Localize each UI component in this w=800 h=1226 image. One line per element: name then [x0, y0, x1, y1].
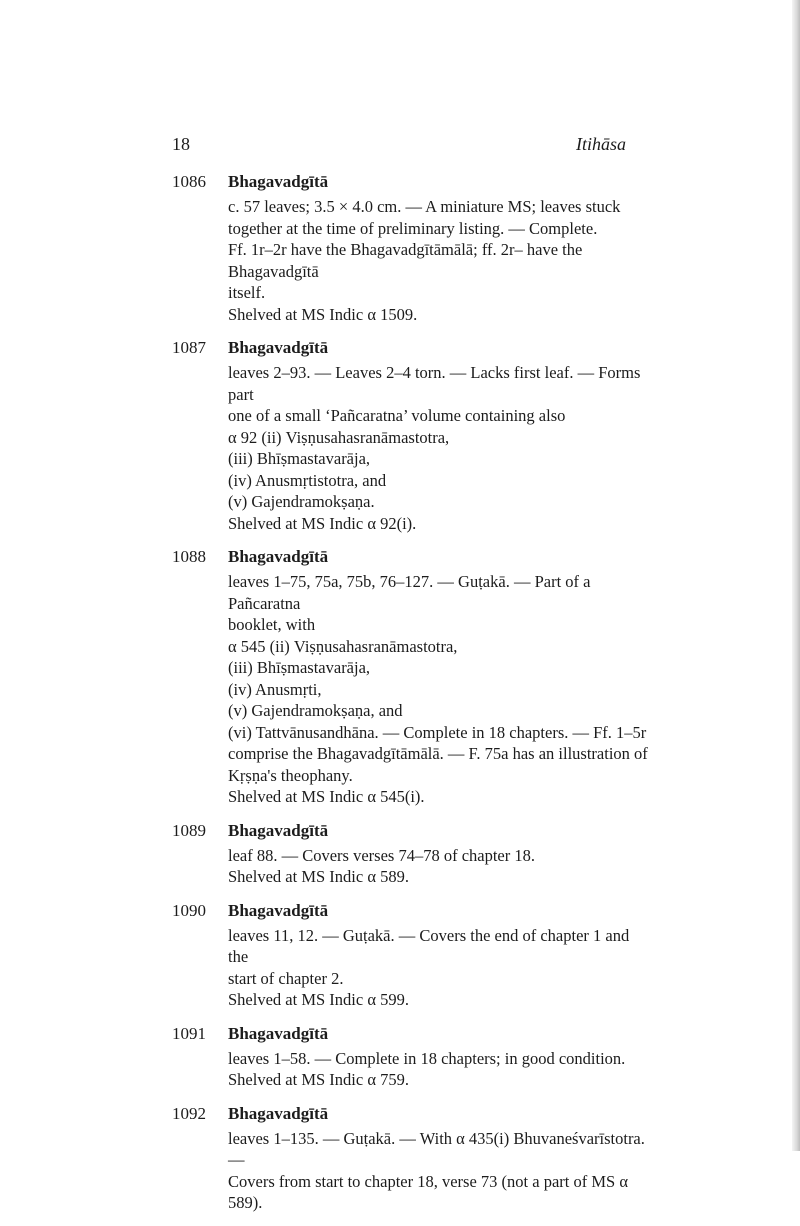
entry-number: 1089 — [172, 820, 206, 840]
entry-shelfmark: Shelved at MS Indic α 92(i). — [228, 513, 417, 533]
entry-title: Bhagavadgītā — [228, 900, 329, 920]
entry-number: 1088 — [172, 547, 206, 566]
entry-line: leaves 2–93. — Leaves 2–4 torn. — Lacks first leaf. — Forms part — [228, 363, 641, 404]
entry-title: Bhagavadgītā — [228, 172, 329, 191]
catalogue-entry — [172, 546, 652, 808]
entry-shelfmark: Shelved at MS Indic α 759. — [228, 1070, 409, 1089]
catalogue-entry — [172, 1103, 652, 1214]
entry-shelfmark: Shelved at MS Indic α 589. — [228, 867, 409, 886]
entry-line: (vi) Tattvānusandhāna. — Complete in 18 chapters. — Ff. 1–5r — [228, 722, 647, 742]
entry-line: Ff. 1r–2r have the Bhagavadgītāmālā; ff. 2r– have the Bhagavadgītā — [228, 240, 583, 281]
entry-title: Bhagavadgītā — [228, 1023, 329, 1043]
catalogue-entry — [172, 1023, 652, 1091]
entry-line: (v) Gajendramokṣaṇa. — [228, 492, 375, 511]
page-number: 18 — [172, 134, 190, 154]
entry-number: 1087 — [172, 338, 206, 357]
catalogue-entries — [172, 171, 652, 1226]
entry-line: Kṛṣṇa's theophany. — [228, 765, 353, 785]
entry-line: Covers from start to chapter 18, verse 73 (not a part of MS α 589). — [228, 1171, 628, 1212]
entry-line: (iv) Anusmṛtistotra, and — [228, 470, 387, 490]
entry-line: together at the time of preliminary listing. — Complete. — [228, 218, 598, 238]
catalogue-entry — [172, 171, 652, 325]
entry-shelfmark: Shelved at MS Indic α 599. — [228, 990, 409, 1009]
entry-line: leaf 88. — Covers verses 74–78 of chapter 18. — [228, 845, 535, 865]
entry-title: Bhagavadgītā — [228, 338, 329, 357]
entry-line: α 92 (ii) Viṣṇusahasranāmastotra, — [228, 427, 450, 447]
entry-shelfmark: Shelved at MS Indic α 545(i). — [228, 787, 425, 806]
entry-line: (iii) Bhīṣmastavarāja, — [228, 449, 371, 468]
entry-title: Bhagavadgītā — [228, 547, 329, 566]
entry-line: leaves 1–58. — Complete in 18 chapters; in good condition. — [228, 1048, 626, 1068]
page-edge-shadow — [792, 0, 800, 1151]
running-title: Itihāsa — [575, 134, 626, 154]
entry-description — [228, 1048, 652, 1091]
entry-description — [228, 571, 652, 808]
entry-line: comprise the Bhagavadgītāmālā. — F. 75a has an illustration of — [228, 744, 648, 763]
catalogue-entry — [172, 337, 652, 534]
entry-description — [228, 925, 652, 1011]
entry-number: 1091 — [172, 1023, 206, 1043]
entry-line: leaves 1–75, 75a, 75b, 76–127. — Guṭakā. — Part of a Pañcaratna — [228, 572, 591, 613]
entry-line: leaves 1–135. — Guṭakā. — With α 435(i) Bhuvaneśvarīstotra. — — [228, 1128, 645, 1169]
entry-shelfmark: Shelved at MS Indic α 1509. — [228, 304, 418, 324]
entry-line: start of chapter 2. — [228, 968, 344, 988]
entry-description — [228, 1128, 652, 1214]
entry-line: leaves 11, 12. — Guṭakā. — Covers the end of chapter 1 and the — [228, 925, 630, 966]
entry-number: 1090 — [172, 900, 206, 920]
entry-line: c. 57 leaves; 3.5 × 4.0 cm. — A miniature MS; leaves stuck — [228, 197, 621, 216]
entry-number: 1092 — [172, 1103, 206, 1123]
entry-description — [228, 196, 652, 325]
entry-number: 1086 — [172, 172, 206, 191]
entry-line: one of a small ‘Pañcaratna’ volume containing also — [228, 406, 566, 425]
entry-line: (iii) Bhīṣmastavarāja, — [228, 658, 371, 677]
entry-title: Bhagavadgītā — [228, 1103, 329, 1123]
entry-line: α 545 (ii) Viṣṇusahasranāmastotra, — [228, 636, 458, 656]
entry-line: (v) Gajendramokṣaṇa, and — [228, 701, 403, 720]
catalogue-entry — [172, 820, 652, 888]
entry-line: itself. — [228, 283, 266, 302]
entry-description — [228, 362, 652, 534]
catalogue-entry — [172, 900, 652, 1011]
entry-description — [228, 845, 652, 888]
entry-line: (iv) Anusmṛti, — [228, 679, 322, 699]
entry-title: Bhagavadgītā — [228, 820, 329, 840]
entry-line: booklet, with — [228, 615, 316, 634]
